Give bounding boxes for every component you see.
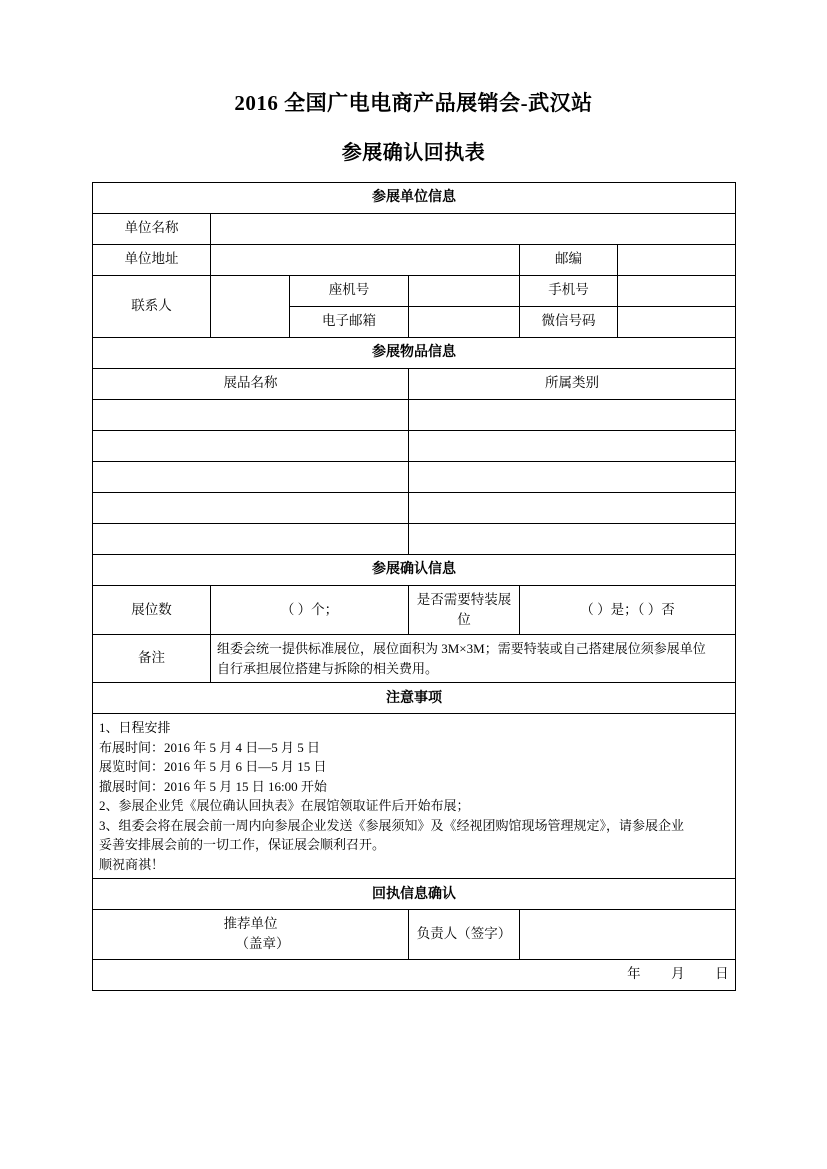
table-row [93,430,736,461]
section-confirm-info: 参展确认信息 [93,554,736,585]
section-notice: 注意事项 [93,683,736,714]
table-row [93,399,736,430]
notice-line-5: 2、参展企业凭《展位确认回执表》在展馆领取证件后开始布展； [99,798,470,813]
field-exhibit-name-4[interactable] [93,492,409,523]
field-special-booth[interactable]: （ ）是；（ ）否 [520,585,736,635]
field-exhibit-name-5[interactable] [93,523,409,554]
label-remark: 备注 [93,635,211,683]
label-principal-signature: 负责人（签字） [409,910,520,960]
notice-line-8: 顺祝商祺！ [99,856,165,872]
label-email: 电子邮箱 [290,306,409,337]
field-email[interactable] [409,306,520,337]
label-postcode: 邮编 [520,244,618,275]
field-unit-address[interactable] [211,244,520,275]
label-mobile: 手机号 [520,275,618,306]
section-receipt-confirm: 回执信息确认 [93,879,736,910]
field-exhibit-category-1[interactable] [409,399,736,430]
label-recommend-unit: 推荐单位 [223,916,278,931]
notice-line-1: 1、日程安排 [99,720,171,735]
field-postcode[interactable] [618,244,736,275]
field-exhibit-category-4[interactable] [409,492,736,523]
table-row [93,461,736,492]
table-row [93,523,736,554]
section-goods-info: 参展物品信息 [93,337,736,368]
column-header-category: 所属类别 [409,368,736,399]
field-wechat[interactable] [618,306,736,337]
column-header-exhibit-name: 展品名称 [93,368,409,399]
confirmation-form-table [92,182,736,991]
notice-line-7: 妥善安排展会前的一切工作，保证展会顺利召开。 [99,837,386,852]
recommend-unit-block[interactable] [93,910,409,960]
field-exhibit-name-2[interactable] [93,430,409,461]
field-principal-signature[interactable] [520,910,736,960]
label-telephone: 座机号 [290,275,409,306]
remark-text [211,635,736,683]
notice-line-6: 3、组委会将在展会前一周内向参展企业发送《参展须知》及《经视团购馆现场管理规定》，请参展企业 [99,817,685,833]
notice-text [93,714,736,879]
notice-line-3: 展览时间：2016 年 5 月 6 日—5 月 15 日 [99,759,327,774]
label-unit-name: 单位名称 [93,213,211,244]
field-exhibit-category-3[interactable] [409,461,736,492]
remark-line-2: 自行承担展位搭建与拆除的相关费用。 [217,660,439,676]
field-exhibit-category-5[interactable] [409,523,736,554]
field-exhibit-name-3[interactable] [93,461,409,492]
date-month-label: 月 [671,966,686,982]
page-subtitle: 参展确认回执表 [341,141,486,164]
field-exhibit-category-2[interactable] [409,430,736,461]
notice-line-2: 布展时间：2016 年 5 月 4 日—5 月 5 日 [99,739,321,755]
section-exhibitor-info: 参展单位信息 [93,182,736,213]
date-year-label: 年 [627,966,642,982]
field-unit-name[interactable] [211,213,736,244]
date-day-label: 日 [715,966,730,982]
field-contact-name[interactable] [211,275,290,337]
label-booth-count: 展位数 [93,585,211,635]
field-exhibit-name-1[interactable] [93,399,409,430]
field-booth-count[interactable]: （ ）个； [211,585,409,635]
label-contact: 联系人 [93,275,211,337]
label-unit-address: 单位地址 [93,244,211,275]
label-seal: （盖章） [235,936,290,952]
date-row[interactable] [93,959,736,990]
remark-line-1: 组委会统一提供标准展位，展位面积为 3M×3M；需要特装或自己搭建展位须参展单位 [217,641,706,656]
label-wechat: 微信号码 [520,306,618,337]
field-telephone[interactable] [409,275,520,306]
field-mobile[interactable] [618,275,736,306]
label-special-booth: 是否需要特装展位 [409,585,520,635]
page-title: 2016 全国广电电商产品展销会-武汉站 [234,91,593,115]
table-row [93,492,736,523]
notice-line-4: 撤展时间：2016 年 5 月 15 日 16:00 开始 [99,778,327,794]
